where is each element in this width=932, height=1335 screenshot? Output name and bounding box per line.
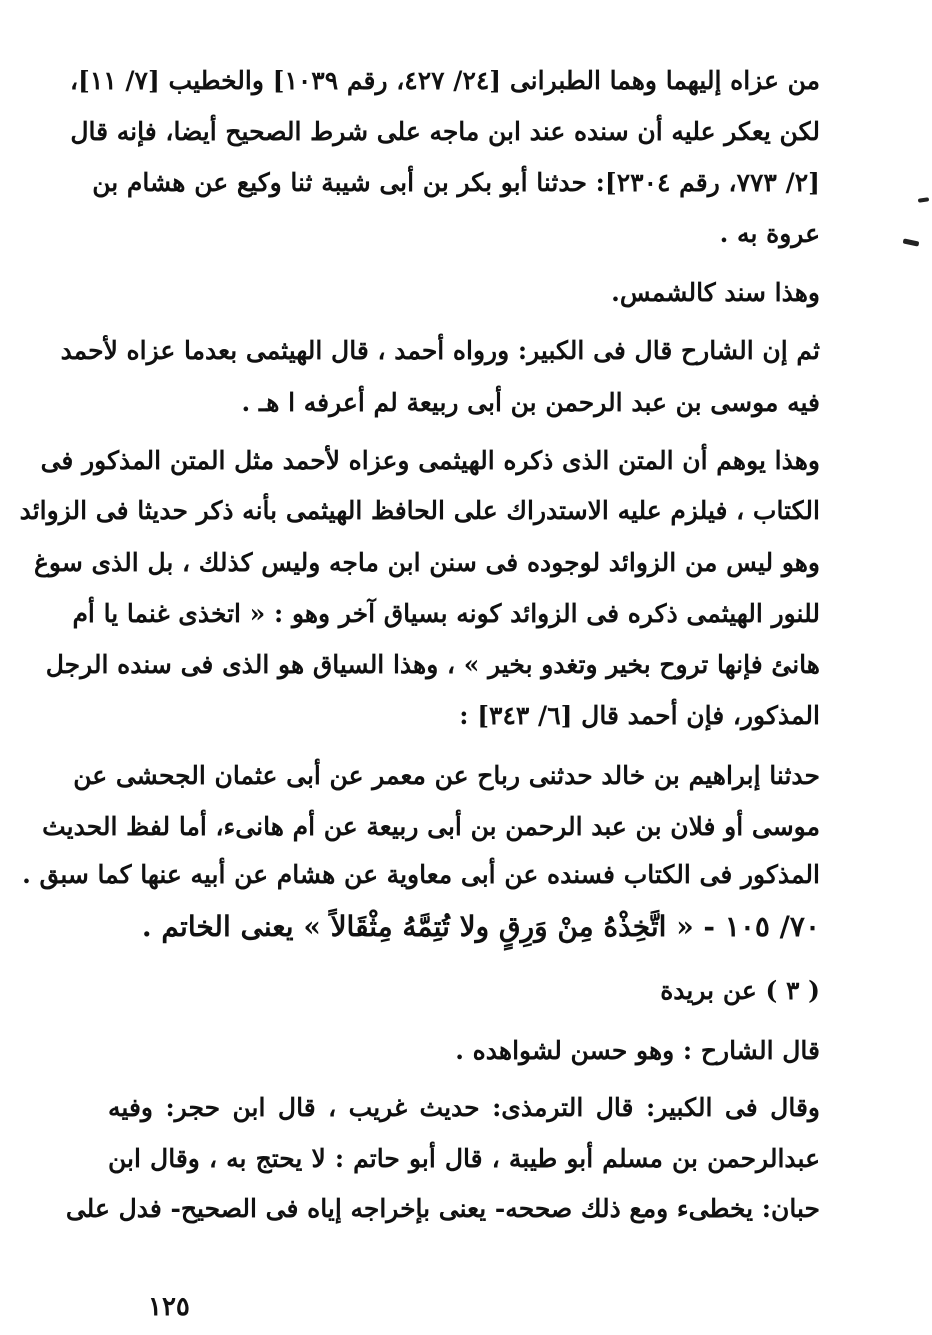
text-line: ثم إن الشارح قال فى الكبير: ورواه أحمد ، قال الهيثمى بعدما عزاه لأحمد	[60, 336, 820, 365]
text-line: عروة به .	[719, 219, 820, 248]
text-line: موسى أو فلان بن عبد الرحمن بن أبى ربيعة عن أم هانىء، أما لفظ الحديث	[42, 812, 820, 841]
text-line: وهذا يوهم أن المتن الذى ذكره الهيثمى وعزاه لأحمد مثل المتن المذكور فى	[40, 446, 820, 475]
page-number: ١٢٥	[148, 1292, 190, 1322]
text-line: لكن يعكر عليه أن سنده عند ابن ماجه على شرط الصحيح أيضا، فإنه قال	[70, 117, 820, 146]
text-line: قال الشارح : وهو حسن لشواهده .	[455, 1036, 820, 1065]
text-line: من عزاه إليهما وهما الطبرانى [٢٤/ ٤٢٧، رقم ١٠٣٩] والخطيب [٧/ ١١]،	[69, 66, 820, 95]
text-line: عبدالرحمن بن مسلم أبو طيبة ، قال أبو حاتم : لا يحتج به ، وقال ابن	[108, 1144, 820, 1173]
text-line: وهو ليس من الزوائد لوجوده فى سنن ابن ماجه وليس كذلك ، بل الذى سوغ	[34, 548, 820, 577]
scan-speck	[903, 238, 920, 246]
text-line: هانئ فإنها تروح بخير وتغدو بخير » ، وهذا السياق هو الذى فى سنده الرجل	[45, 650, 820, 679]
text-line: حبان: يخطىء ومع ذلك صححه- يعنى بإخراجه إياه فى الصحيح- فدل على	[65, 1194, 820, 1223]
text-line: حدثنا إبراهيم بن خالد حدثنى رباح عن معمر عن أبى عثمان الجحشى عن	[73, 761, 820, 790]
text-line: المذكور فى الكتاب فسنده عن أبى معاوية عن هشام عن أبيه عنها كما سبق .	[22, 860, 820, 889]
narrator-reference: ( ٣ ) عن بريدة	[660, 976, 820, 1005]
text-line: المذكور، فإن أحمد قال [٦/ ٣٤٣] :	[459, 701, 820, 730]
hadith-entry: ٧٠/ ١٠٥ - « اتَّخِذْهُ مِنْ وَرِقٍ ولا تُتِمَّهُ مِثْقَالاً » يعنى الخاتم .	[141, 910, 820, 943]
text-line: للنور الهيثمى ذكره فى الزوائد كونه بسياق آخر وهو : « اتخذى غنما يا أم	[72, 599, 820, 628]
text-line: وقال فى الكبير: قال الترمذى: حديث غريب ، قال ابن حجر: وفيه	[108, 1093, 820, 1122]
text-line: الكتاب ، فيلزم عليه الاستدراك على الحافظ الهيثمى بأنه ذكر حديثا فى الزوائد	[19, 496, 820, 525]
text-line: [٢/ ٧٧٣، رقم ٢٣٠٤]: حدثنا أبو بكر بن أبى شيبة ثنا وكيع عن هشام بن	[92, 168, 820, 197]
scan-speck	[918, 197, 929, 202]
text-line: وهذا سند كالشمس.	[611, 278, 820, 307]
text-line: فيه موسى بن عبد الرحمن بن أبى ربيعة لم أعرفه ا هـ .	[241, 388, 820, 417]
